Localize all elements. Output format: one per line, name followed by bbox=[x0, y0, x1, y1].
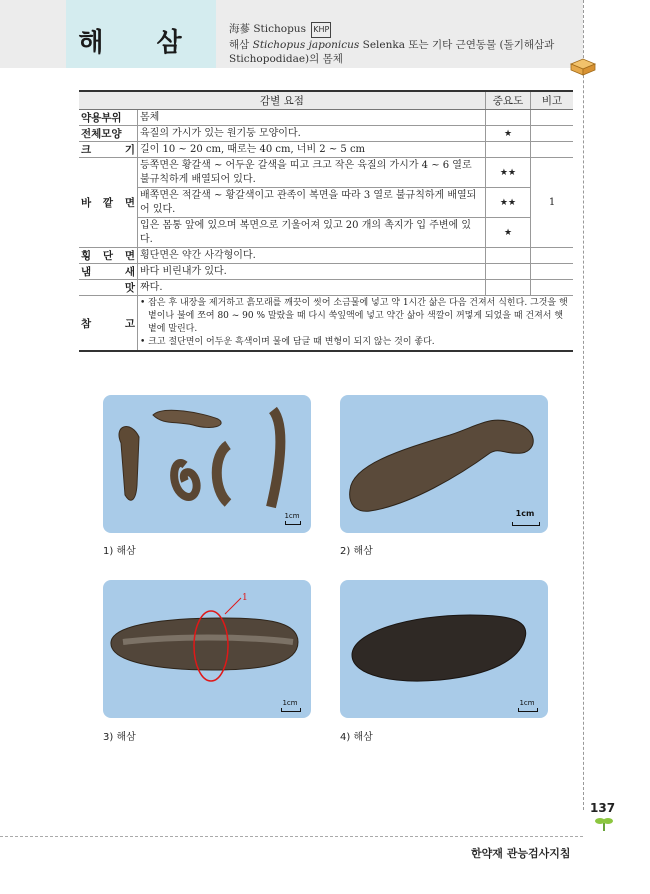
desc-species: Stichopus japonicus bbox=[252, 39, 360, 51]
row-text: 몸체 bbox=[138, 110, 486, 126]
notes-cell bbox=[138, 296, 574, 352]
row-text: 배쪽면은 적갈색 ~ 황갈색이고 관족이 복면을 따라 3 열로 불규칙하게 배열되어 있다. bbox=[138, 188, 486, 218]
row-text: 횡단면은 약간 사각형이다. bbox=[138, 248, 486, 264]
row-importance: ★★ bbox=[486, 158, 531, 188]
figure-caption: 1) 해삼 bbox=[103, 546, 136, 557]
scale-label: 1cm bbox=[515, 509, 535, 518]
figure-caption: 4) 해삼 bbox=[340, 732, 373, 743]
row-text: 짜다. bbox=[138, 280, 486, 296]
khp-badge: KHP bbox=[311, 22, 331, 38]
row-remark bbox=[531, 280, 574, 296]
row-label: 바 깥 면 bbox=[79, 158, 138, 248]
row-remark: 1 bbox=[531, 158, 574, 248]
herb-tag: 海蔘 bbox=[229, 23, 250, 35]
table-row bbox=[79, 158, 573, 188]
row-remark bbox=[531, 126, 574, 142]
table-header-row bbox=[79, 91, 573, 110]
table-row bbox=[79, 248, 573, 264]
scale-bar bbox=[281, 708, 301, 712]
row-importance bbox=[486, 142, 531, 158]
scale-label: 1cm bbox=[519, 699, 535, 707]
herb-box-icon bbox=[568, 58, 598, 76]
sea-cucumber-ventral-image bbox=[103, 580, 311, 718]
note-item: • 크고 절단면이 어두운 흑색이며 물에 담글 때 변형이 되지 않는 것이 좋다. bbox=[140, 337, 435, 347]
notes-list bbox=[140, 297, 571, 349]
row-remark bbox=[531, 142, 574, 158]
herb-description bbox=[229, 22, 579, 66]
page-number: 137 bbox=[590, 801, 616, 815]
col-header-remark: 비고 bbox=[531, 91, 574, 110]
row-importance bbox=[486, 110, 531, 126]
desc-suffix: Selenka 또는 기타 근연동물 (돌기해삼과 Stichopodidae)의 몸체 bbox=[229, 39, 555, 65]
table-row bbox=[79, 142, 573, 158]
row-text: 길이 10 ~ 20 cm, 때로는 40 cm, 너비 2 ~ 5 cm bbox=[138, 142, 486, 158]
row-text: 입은 몸통 앞에 있으며 복면으로 기울어져 있고 20 개의 촉지가 입 주변에 있다. bbox=[138, 218, 486, 248]
table-row-notes bbox=[79, 296, 573, 352]
row-label: 전체모양 bbox=[79, 126, 138, 142]
table-row bbox=[79, 110, 573, 126]
right-margin-divider bbox=[583, 0, 584, 810]
table-row bbox=[79, 280, 573, 296]
desc-prefix: 해삼 bbox=[229, 39, 250, 51]
row-label: 약용부위 bbox=[79, 110, 138, 126]
figure-caption: 3) 해삼 bbox=[103, 732, 136, 743]
row-label: 냄 새 bbox=[79, 264, 138, 280]
row-importance bbox=[486, 264, 531, 280]
marker-label: 1 bbox=[242, 593, 248, 603]
footer-divider bbox=[0, 836, 583, 837]
identification-table bbox=[79, 90, 573, 352]
note-item: • 잡은 후 내장을 제거하고 흙모래를 깨끗이 씻어 소금물에 넣고 약 1시간 삶은 다음 건져서 식힌다. 그것을 햇볕이나 불에 쪼여 80 ~ 90 % 말랐을 때 다시 쑥잎액에 넣고 약간 삶아 색깔이 꺼멓게 되었을 때 건져서 햇볕에 말린다. bbox=[140, 298, 568, 334]
photo-4 bbox=[340, 580, 548, 718]
table-row bbox=[79, 126, 573, 142]
row-text: 육질의 가시가 있는 원기둥 모양이다. bbox=[138, 126, 486, 142]
book-title: 한약재 관능검사지침 bbox=[471, 847, 571, 860]
sea-cucumber-specimens-image bbox=[103, 395, 311, 533]
sprout-icon bbox=[594, 815, 614, 831]
scale-bar bbox=[518, 708, 538, 712]
sea-cucumber-dorsal-image bbox=[340, 580, 548, 718]
scale-label: 1cm bbox=[282, 699, 298, 707]
table-row bbox=[79, 188, 573, 218]
row-text: 등쪽면은 황갈색 ~ 어두운 갈색을 띠고 크고 작은 육질의 가시가 4 ~ 6 열로 불규칙하게 배열되어 있다. bbox=[138, 158, 486, 188]
table-row bbox=[79, 218, 573, 248]
scale-bar bbox=[512, 522, 540, 526]
row-remark bbox=[531, 248, 574, 264]
table-row bbox=[79, 264, 573, 280]
row-remark bbox=[531, 264, 574, 280]
row-importance: ★★ bbox=[486, 188, 531, 218]
scale-label: 1cm bbox=[284, 512, 300, 520]
page-title: 해 삼 bbox=[78, 28, 204, 58]
row-importance bbox=[486, 280, 531, 296]
col-header-importance: 중요도 bbox=[486, 91, 531, 110]
photo-1 bbox=[103, 395, 311, 533]
scale-bar bbox=[285, 521, 301, 525]
row-label: 크 기 bbox=[79, 142, 138, 158]
row-label: 맛 bbox=[79, 280, 138, 296]
latin-genus: Stichopus bbox=[253, 23, 306, 35]
col-header-points: 감별 요점 bbox=[79, 91, 486, 110]
photo-2 bbox=[340, 395, 548, 533]
row-importance bbox=[486, 248, 531, 264]
row-label: 횡 단 면 bbox=[79, 248, 138, 264]
row-text: 바다 비린내가 있다. bbox=[138, 264, 486, 280]
row-remark bbox=[531, 110, 574, 126]
figure-caption: 2) 해삼 bbox=[340, 546, 373, 557]
notes-label: 참 고 bbox=[79, 296, 138, 352]
row-importance: ★ bbox=[486, 126, 531, 142]
row-importance: ★ bbox=[486, 218, 531, 248]
photo-3 bbox=[103, 580, 311, 718]
